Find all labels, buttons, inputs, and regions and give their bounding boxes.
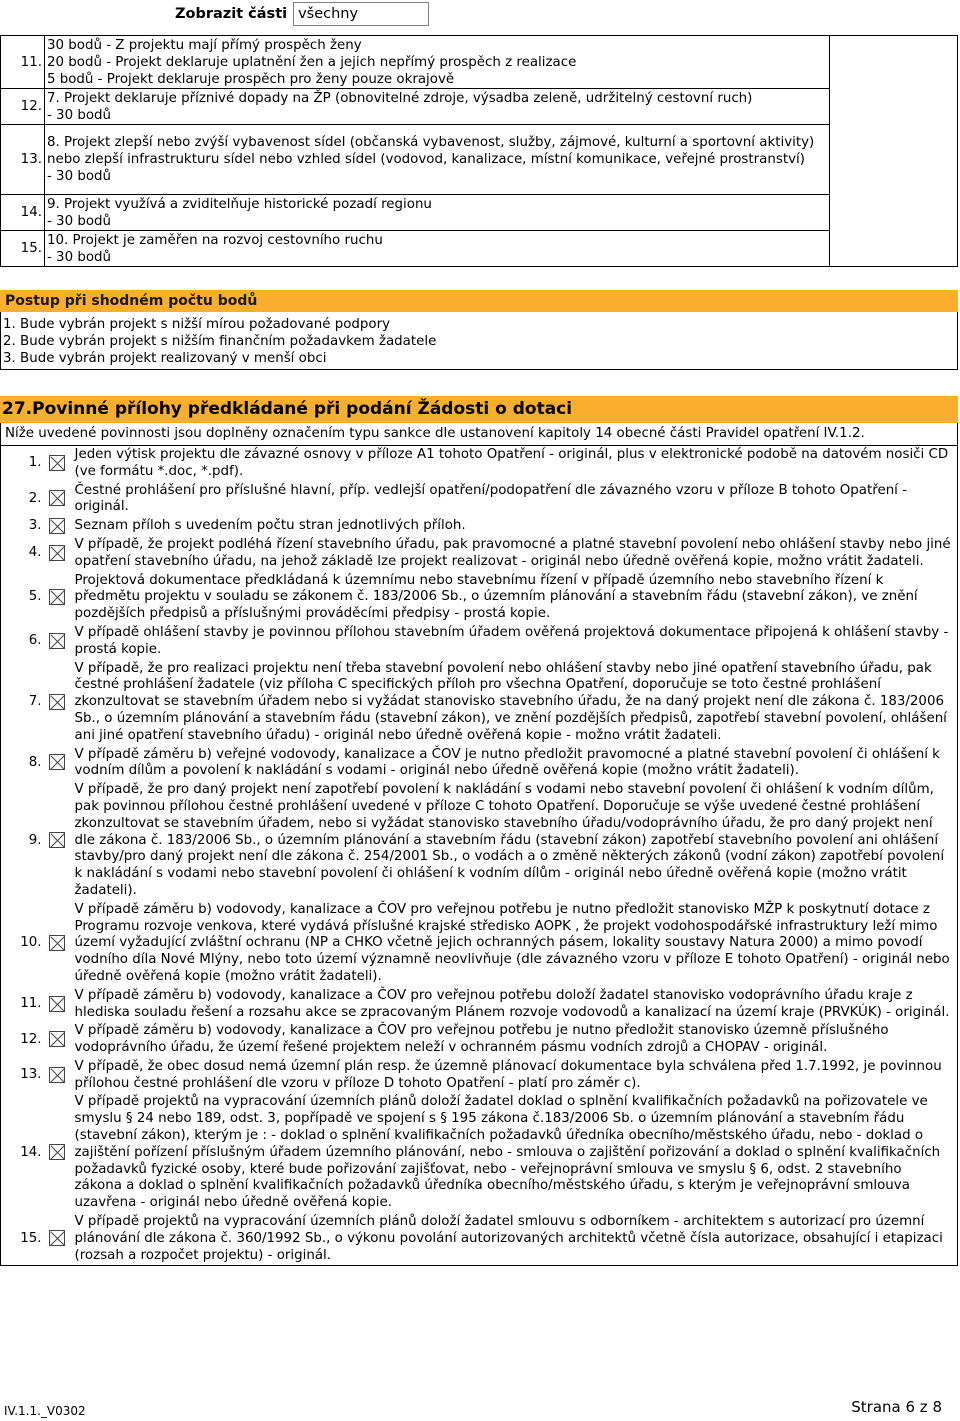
section-filter-select[interactable]: všechny	[293, 2, 429, 26]
attachment-number: 15.	[20, 1230, 42, 1246]
attachment-text: V případě, že pro daný projekt není zapotřebí povolení k nakládání s vodami nebo stavební povolení či ohlášení k vodním dílům, pak povinnou přílohou čestné prohlášení uvedené v příloze C tohoto Opatření. Doporučuje se výše uvedené čestné prohlášení zkonzultovat se stavebním úřadem, nebo si vyžádat stanovisko stavebního úřadu/vodoprávního úřadu, že pro daný projekt není dle zákona č. 183/2006 Sb., o územním plánování a stavebním řádu (stavební zákon) zapotřebí stavebního povolení ani ohlášení stavby/pro daný projekt není dle zákona č. 254/2001 Sb., o vodách a o změně některých zákonů (vodní zákon) zapotřebí povolení k nakládání s vodami nebo stavební povolení či ohlášení k vodním dílům - originál nebo úředně ověřená kopie (možno vrátit žadateli).	[74, 782, 945, 898]
criteria-row	[1, 231, 958, 267]
attachment-text: Seznam příloh s uvedením počtu stran jednotlivých příloh.	[74, 518, 466, 534]
attachment-row	[1, 517, 958, 536]
attachment-number: 13.	[20, 1067, 42, 1083]
section-filter	[175, 2, 429, 26]
attachment-row	[1, 1022, 958, 1058]
criteria-line: 5 bodů - Projekt deklaruje prospěch pro ženy pouze okrajově	[46, 71, 455, 87]
criteria-row	[1, 195, 958, 231]
attachment-checkbox[interactable]	[49, 455, 65, 471]
attachment-number: 1.	[28, 455, 42, 471]
section-filter-label: Zobrazit části	[175, 6, 288, 22]
tie-break-title: Postup při shodném počtu bodů	[0, 290, 958, 312]
attachment-number: 6.	[28, 633, 42, 649]
attachment-text: V případě ohlášení stavby je povinnou přílohou stavebním úřadem ověřená projektová dokumentace připojená k ohlášení stavby - prostá kopie.	[74, 624, 949, 657]
attachment-checkbox[interactable]	[49, 633, 65, 649]
criteria-table	[0, 35, 958, 267]
criteria-number: 12.	[1, 89, 45, 125]
attachment-checkbox[interactable]	[49, 518, 65, 534]
attachment-row	[1, 1093, 958, 1213]
attachment-checkbox[interactable]	[49, 1230, 65, 1246]
attachment-number: 3.	[28, 518, 42, 534]
attachment-checkbox[interactable]	[49, 935, 65, 951]
criteria-number: 14.	[1, 195, 45, 231]
attachment-number: 10.	[20, 935, 42, 951]
attachment-checkbox[interactable]	[49, 490, 65, 506]
attachment-number: 9.	[28, 832, 42, 848]
criteria-line: - 30 bodů	[46, 169, 112, 184]
criteria-row	[1, 89, 958, 125]
attachment-text: Projektová dokumentace předkládaná k územnímu nebo stavebnímu řízení v případě územního nebo stavebního řízení k předmětu projektu v souladu se zákonem č. 183/2006 Sb., o územním plánování a stavebním řádu (stavební zákon), ve znění pozdějších předpisů a příslušnými prováděcími předpisy - prostá kopie.	[74, 572, 918, 622]
criteria-line: 30 bodů - Z projektu mají přímý prospěch ženy	[46, 37, 362, 53]
attachment-text: V případě, že obec dosud nemá územní plán resp. že územně plánovací dokumentace byla schválena před 1.7.1992, je povinnou přílohou čestné prohlášení dle vzoru v příloze D tohoto Opatření - platí pro záměr c).	[74, 1058, 942, 1091]
criteria-line: 9. Projekt využívá a zviditelňuje historické pozadí regionu	[46, 196, 432, 212]
attachment-checkbox[interactable]	[49, 1144, 65, 1160]
attachment-text: V případě projektů na vypracování územních plánů doloží žadatel smlouvu s odborníkem - architektem s autorizací pro územní plánování dle zákona č. 360/1992 Sb., o výkonu povolání autorizovaných architektů včetně čísla autorizace, obsahující i etapizaci (rozsah a rozpočet projektu) - originál.	[74, 1214, 943, 1263]
document-code: IV.1.1._V0302	[4, 1404, 86, 1418]
attachment-row	[1, 572, 958, 624]
attachment-number: 7.	[28, 694, 42, 710]
attachment-row	[1, 660, 958, 746]
attachment-checkbox[interactable]	[49, 754, 65, 770]
tie-break-item: 2. Bude vybrán projekt s nižším finančním požadavkem žadatele	[3, 334, 437, 349]
tie-break-item: 1. Bude vybrán projekt s nižší mírou požadované podpory	[3, 317, 391, 332]
attachment-row	[1, 536, 958, 572]
attachment-checkbox[interactable]	[49, 589, 65, 605]
criteria-row	[1, 125, 958, 195]
attachment-number: 8.	[28, 754, 42, 770]
tie-break-section	[0, 290, 958, 370]
attachment-checkbox[interactable]	[49, 1067, 65, 1083]
attachment-number: 12.	[20, 1031, 42, 1047]
attachment-number: 4.	[28, 545, 42, 561]
attachment-text: V případě záměru b) veřejné vodovody, kanalizace a ČOV je nutno předložit pravomocné a platné stavební povolení či ohlášení k vodním dílům a povolení k nakládání s vodami - originál nebo úředně ověřená kopie (možno vrátit žadateli).	[74, 746, 940, 779]
tie-break-item: 3. Bude vybrán projekt realizovaný v menší obci	[3, 351, 327, 366]
attachment-number: 14.	[20, 1144, 42, 1160]
points-cell	[830, 36, 958, 267]
attachments-title: 27.Povinné přílohy předkládané při podání Žádosti o dotaci	[0, 396, 958, 423]
attachment-text: V případě záměru b) vodovody, kanalizace a ČOV pro veřejnou potřebu doloží žadatel stanovisko vodoprávního úřadu kraje z hlediska souladu řešení a rozsahu akce se zpracovaným Plánem rozvoje vodovodů a kanalizací na území kraje (PRVKÚK) - originál.	[74, 987, 950, 1020]
attachment-checkbox[interactable]	[49, 832, 65, 848]
attachment-text: V případě záměru b) vodovody, kanalizace a ČOV pro veřejnou potřebu je nutno předložit stanovisko MŽP k poskytnutí dotace z Programu rozvoje venkova, které vydává příslušné krajské středisko AOPK , že projekt vodohospodářské infrastruktury leží mimo území vyžadující zvláštní ochranu (NP a CHKO včetně jejich ochranných pásem, lokality soustavy Natura 2000) a mimo povodí vodního díla Nové Mlýny, nebo toto území významně neovlivňuje (dle závazného vzoru v příloze E tohoto Opatření) - originál nebo úředně ověřená kopie (možno vrátit žadateli).	[74, 901, 950, 984]
criteria-line: - 30 bodů	[46, 213, 112, 229]
attachment-text: Čestné prohlášení pro příslušné hlavní, příp. vedlejší opatření/podopatření dle závazného vzoru v příloze B tohoto Opatření - originál.	[74, 482, 907, 515]
attachment-text: V případě projektů na vypracování územních plánů doloží žadatel doklad o splnění kvalifikačních požadavků na pořizovatele ve smyslu § 24 nebo 189, odst. 3, popřípadě ve spojení s § 195 zákona č.183/2006 Sb. o územním plánování a stavebním řádu (stavební zákon), kterým je : - doklad o splnění kvalifikačních požadavků úředníka obecního/městského úřadu, nebo - doklad o zajištění pořízení příslušným úřadem územního plánování, nebo - smlouva o zajištění pořizování a doklad o splnění kvalifikačních požadavků fyzické osoby, které bude pořizování zajišťovat, nebo - veřejnoprávní smlouva ve smyslu § 6, odst. 2 stavebního zákona a doklad o splnění kvalifikačních požadavků úředníka obecního/městského úřadu, s kterým je veřejnoprávní smlouva uzavřena - originál nebo úředně ověřená kopie.	[74, 1094, 941, 1211]
attachments-intro: Níže uvedené povinnosti jsou doplněny označením typu sankce dle ustanovení kapitoly 14 obecné části Pravidel opatření IV.1.2.	[0, 423, 958, 445]
attachments-table	[0, 445, 958, 1266]
criteria-line: 20 bodů - Projekt deklaruje uplatnění žen a jejich nepřímý prospěch z realizace	[46, 54, 577, 70]
attachment-row	[1, 624, 958, 660]
criteria-line: 10. Projekt je zaměřen na rozvoj cestovního ruchu	[46, 232, 383, 248]
attachment-number: 2.	[28, 490, 42, 506]
attachment-row	[1, 746, 958, 782]
attachment-number: 11.	[20, 996, 42, 1012]
criteria-line: 8. Projekt zlepší nebo zvýší vybavenost sídel (občanská vybavenost, služby, zájmové, kulturní a sportovní aktivity) nebo zlepší infrastrukturu sídel nebo vzhled sídel (vodovod, kanalizace, místní komunikace, veřejné prostranství)	[46, 135, 815, 167]
criteria-line: - 30 bodů	[46, 107, 112, 123]
criteria-line: 7. Projekt deklaruje příznivé dopady na ŽP (obnovitelné zdroje, výsadba zeleně, udržitelný cestovní ruch)	[46, 90, 753, 106]
attachment-row	[1, 446, 958, 482]
attachment-number: 5.	[28, 589, 42, 605]
attachment-text: V případě, že projekt podléhá řízení stavebního úřadu, pak pravomocné a platné stavební povolení nebo ohlášení stavby nebo jiné opatření stavebního úřadu, na jehož základě lze projekt realizovat - originál nebo úředně ověřená kopie, možno vrátit žadateli.	[74, 536, 951, 569]
attachment-text: V případě záměru b) vodovody, kanalizace a ČOV pro veřejnou potřebu je nutno předložit stanovisko územně příslušného vodoprávního úřadu, že území řešené projektem neleží v ochranném pásmu vodních zdrojů a CHOPAV - originál.	[74, 1023, 889, 1056]
attachment-checkbox[interactable]	[49, 545, 65, 561]
attachment-text: V případě, že pro realizaci projektu není třeba stavební povolení nebo ohlášení stavby nebo jiné opatření stavebního úřadu, pak čestné prohlášení žadatele (viz příloha C specifických příloh pro všechna Opatření, doporučuje se toto čestné prohlášení zkonzultovat se stavebním úřadem nebo si vyžádat stanovisko stavebního úřadu, že na daný projekt není dle zákona č. 183/2006 Sb., o územním plánování a stavebním řádu (stavební zákon), ve znění pozdějších předpisů, zapotřebí stavební povolení, ohlášení ani jiné opatření stavebního úřadu) - originál nebo úředně ověřená kopie - možno vrátit žadateli.	[74, 660, 947, 743]
attachment-checkbox[interactable]	[49, 694, 65, 710]
attachment-row	[1, 1058, 958, 1094]
criteria-row	[1, 36, 958, 89]
attachment-row	[1, 1213, 958, 1266]
attachment-row	[1, 901, 958, 987]
criteria-number: 13.	[1, 125, 45, 195]
attachment-row	[1, 781, 958, 901]
page-number: Strana 6 z 8	[851, 1398, 942, 1416]
attachments-section	[0, 396, 958, 1266]
criteria-number: 11.	[1, 36, 45, 89]
attachment-row	[1, 482, 958, 518]
criteria-line: - 30 bodů	[46, 249, 112, 265]
attachment-row	[1, 987, 958, 1023]
attachment-checkbox[interactable]	[49, 996, 65, 1012]
criteria-number: 15.	[1, 231, 45, 267]
attachment-checkbox[interactable]	[49, 1031, 65, 1047]
attachment-text: Jeden výtisk projektu dle závazné osnovy v příloze A1 tohoto Opatření - originál, plus v elektronické podobě na datovém nosiči CD (ve formátu *.doc, *.pdf).	[74, 447, 949, 479]
